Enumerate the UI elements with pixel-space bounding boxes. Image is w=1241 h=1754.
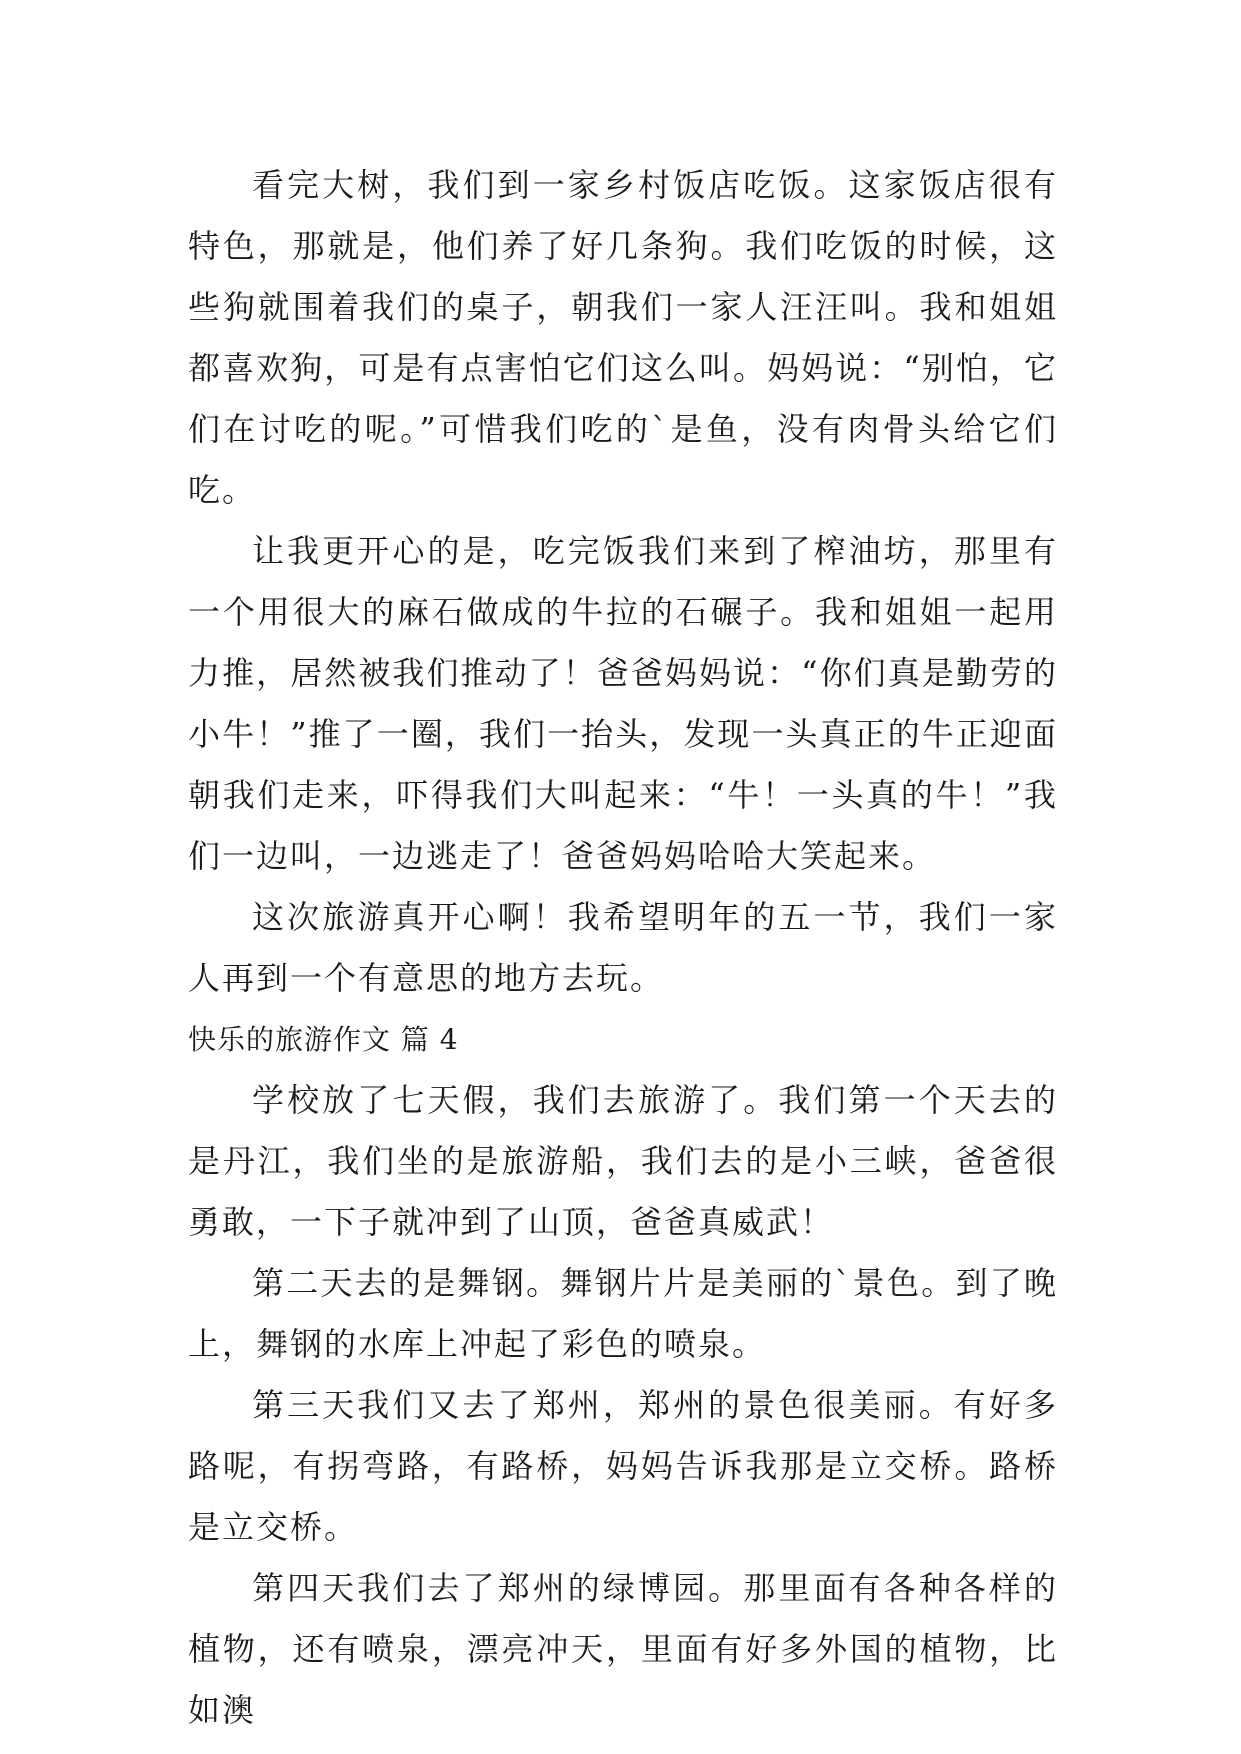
essay-heading: 快乐的旅游作文 篇 4	[188, 1023, 459, 1056]
paragraph-day-two: 第二天去的是舞钢。舞钢片片是美丽的`景色。到了晚上，舞钢的水库上冲起了彩色的喷泉。	[188, 1264, 1058, 1363]
paragraph-day-four: 第四天我们去了郑州的绿博园。那里面有各种各样的植物，还有喷泉，漂亮冲天，里面有好多外国的植物，比如澳	[188, 1569, 1058, 1729]
paragraph-day-three: 第三天我们又去了郑州，郑州的景色很美丽。有好多路呢，有拐弯路，有路桥，妈妈告诉我那是立交桥。路桥是立交桥。	[188, 1386, 1058, 1546]
paragraph-oil-mill: 让我更开心的是，吃完饭我们来到了榨油坊，那里有一个用很大的麻石做成的牛拉的石碾子。我和姐姐一起用力推，居然被我们推动了！爸爸妈妈说：“你们真是勤劳的小牛！”推了一圈，我们一抬头，发现一头真正的牛正迎面朝我们走来，吓得我们大叫起来：“牛！一头真的牛！”我们一边叫，一边逃走了！爸爸妈妈哈哈大笑起来。	[188, 532, 1058, 875]
document-body	[188, 155, 1058, 1741]
paragraph-conclusion: 这次旅游真开心啊！我希望明年的五一节，我们一家人再到一个有意思的地方去玩。	[188, 898, 1058, 997]
paragraph-restaurant: 看完大树，我们到一家乡村饭店吃饭。这家饭店很有特色，那就是，他们养了好几条狗。我们吃饭的时候，这些狗就围着我们的桌子，朝我们一家人汪汪叫。我和姐姐都喜欢狗，可是有点害怕它们这么叫。妈妈说：“别怕，它们在讨吃的呢。”可惜我们吃的`是鱼，没有肉骨头给它们吃。	[188, 166, 1058, 509]
paragraph-day-one: 学校放了七天假，我们去旅游了。我们第一个天去的是丹江，我们坐的是旅游船，我们去的是小三峡，爸爸很勇敢，一下子就冲到了山顶，爸爸真威武！	[188, 1081, 1058, 1241]
